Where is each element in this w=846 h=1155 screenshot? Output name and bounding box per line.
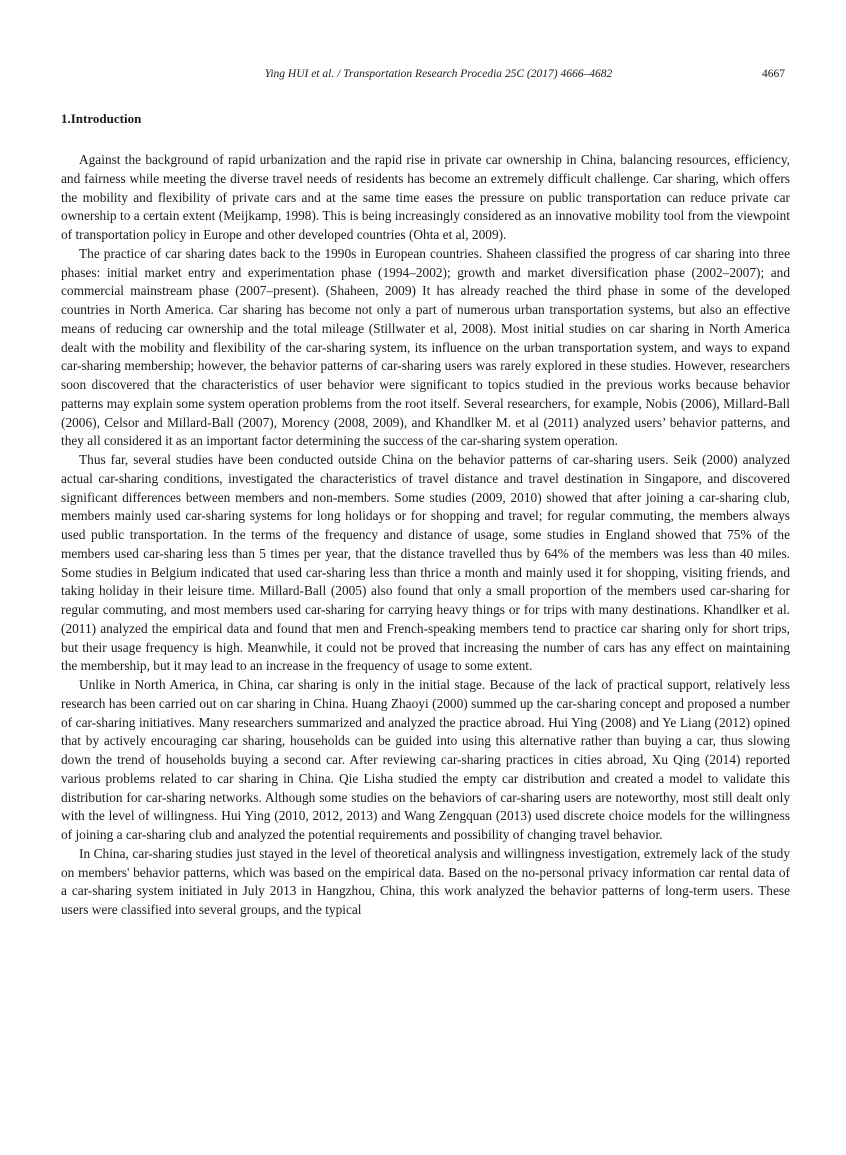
body-text [61, 151, 790, 920]
paragraph: In China, car-sharing studies just stayed in the level of theoretical analysis and willingness investigation, extremely lack of the study on members' behavior patterns, which was based on the empirical data. Based on the no-personal privacy information car rental data of a car-sharing system initiated in July 2013 in Hangzhou, China, this work analyzed the behavior patterns of long-term users. These users were classified into several groups, and the typical [61, 845, 790, 917]
running-title: Ying HUI et al. / Transportation Research Procedia 25C (2017) 4666–4682 [264, 68, 613, 80]
page-number: 4667 [762, 68, 785, 80]
running-header [62, 66, 785, 82]
paragraph: Unlike in North America, in China, car sharing is only in the initial stage. Because of the lack of practical support, relatively less research has been carried out on car sharing in China. Huang Zhaoyi (2000) summed up the car-sharing concept and proposed a number of car-sharing initiatives. Many researchers summarized and analyzed the practice abroad. Hui Ying (2008) and Ye Liang (2012) opined that by actively encouraging car sharing, households can be guided into using this alternative rather than buying a car, thus slowing down the trend of households buying a second car. After reviewing car-sharing practices in cities abroad, Xu Qing (2014) reported various problems related to car sharing in China. Qie Lisha studied the empty car distribution and created a model to validate this distribution for car-sharing networks. Although some studies on the behaviors of car-sharing users are noteworthy, most still dealt only with the level of willingness. Hui Ying (2010, 2012, 2013) and Wang Zengquan (2013) used discrete choice models for the willingness of joining a car-sharing club and analyzed the potential requirements and possibility of changing travel behavior. [61, 677, 790, 842]
section-heading: 1.Introduction [61, 111, 142, 126]
paragraph: The practice of car sharing dates back to the 1990s in European countries. Shaheen classified the progress of car sharing into three phases: initial market entry and experimentation phase (1994–2002); growth and market diversification phase (2002–2007); and commercial mainstream phase (2007–present). (Shaheen, 2009) It has already reached the third phase in some of the developed countries in North America. Car sharing has become not only a part of numerous urban transportation systems, but also an effective means of reducing car ownership and the total mileage (Stillwater et al, 2008). Most initial studies on car sharing in North America dealt with the mobility and flexibility of the car-sharing system, its influence on the urban transportation system, and ways to expand car-sharing membership; however, the behavior patterns of car-sharing users was rarely explored in these studies. However, researchers soon discovered that the characteristics of user behavior were significant to topics studied in the previous works because behavior patterns may explain some system operation problems from the root itself. Several researchers, for example, Nobis (2006), Millard-Ball (2006), Celsor and Millard-Ball (2007), Morency (2008, 2009), and Khandlker M. et al (2011) analyzed users’ behavior patterns, and they all considered it as an important factor determining the success of the car-sharing system operation. [61, 245, 790, 449]
paragraph: Thus far, several studies have been conducted outside China on the behavior patterns of car-sharing users. Seik (2000) analyzed actual car-sharing conditions, investigated the characteristics of travel distance and travel destination in Singapore, and discovered significant differences between members and non-members. Some studies (2009, 2010) showed that after joining a car-sharing club, members mainly used car-sharing systems for long holidays or for shopping and travel; for regular commuting, the members always used public transportation. In the terms of the frequency and distance of usage, some studies in England showed that 75% of the members used car-sharing less than 5 times per year, that the distance travelled thus by 64% of the members was less than 40 miles. Some studies in Belgium indicated that used car-sharing less than thrice a month and mainly used it for shopping, visiting friends, and taking holiday in their leisure time. Millard-Ball (2005) also found that only a small proportion of the members used car-sharing for regular commuting, and most members used car-sharing for carrying heavy things or for trips with many destinations. Khandlker et al. (2011) analyzed the empirical data and found that men and French-speaking members tend to practice car sharing only for short trips, but their usage frequency is high. Meanwhile, it could not be proved that increasing the number of cars has any effect on maintaining the membership, but it may lead to an increase in the frequency of usage to some extent. [61, 452, 790, 674]
paragraph: Against the background of rapid urbanization and the rapid rise in private car ownership in China, balancing resources, efficiency, and fairness while meeting the diverse travel needs of residents has become an extremely difficult challenge. Car sharing, which offers the mobility and flexibility of private cars and at the same time eases the pressure on public transportation can reduce private car ownership to a certain extent (Meijkamp, 1998). This is being increasingly considered as an innovative mobility tool from the viewpoint of transportation policy in Europe and other developed countries (Ohta et al, 2009). [61, 152, 790, 242]
